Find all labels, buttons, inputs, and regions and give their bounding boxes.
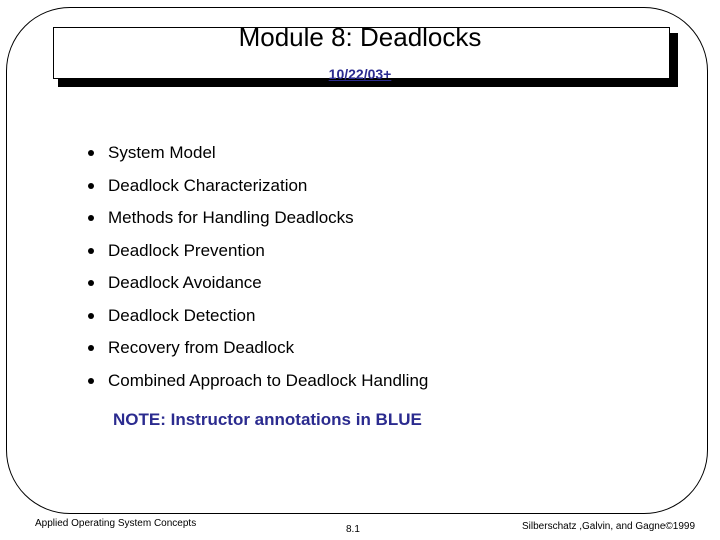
bullet-label: Recovery from Deadlock [108,338,295,358]
footer-page-number: 8.1 [346,524,360,535]
bullet-label: Deadlock Prevention [108,240,265,260]
bullet-dot-icon [88,215,94,221]
bullet-dot-icon [88,150,94,156]
list-item [88,202,428,235]
bullet-dot-icon [88,345,94,351]
slide-title: Module 8: Deadlocks [238,22,482,52]
bullet-label: Combined Approach to Deadlock Handling [108,370,429,390]
bullet-label: Deadlock Characterization [108,175,308,195]
bullet-dot-icon [88,183,94,189]
bullet-dot-icon [88,248,94,254]
bullet-dot-icon [88,280,94,286]
footer-copyright: Silberschatz ,Galvin, and Gagne©1999 [522,521,696,532]
list-item [88,170,428,203]
bullet-label: System Model [108,143,216,163]
bullet-label: Methods for Handling Deadlocks [108,208,354,228]
list-item [88,137,428,170]
bullet-label: Deadlock Detection [108,305,256,325]
list-item [88,235,428,268]
footer-book-title: Applied Operating System Concepts [35,518,197,529]
bullet-label: Deadlock Avoidance [108,273,262,293]
list-item [88,365,428,398]
bullet-list [88,137,428,397]
bullet-dot-icon [88,378,94,384]
list-item [88,332,428,365]
slide-date: 10/22/03+ [328,66,392,82]
instructor-note: NOTE: Instructor annotations in BLUE [113,410,422,429]
list-item [88,300,428,333]
bullet-dot-icon [88,313,94,319]
list-item [88,267,428,300]
